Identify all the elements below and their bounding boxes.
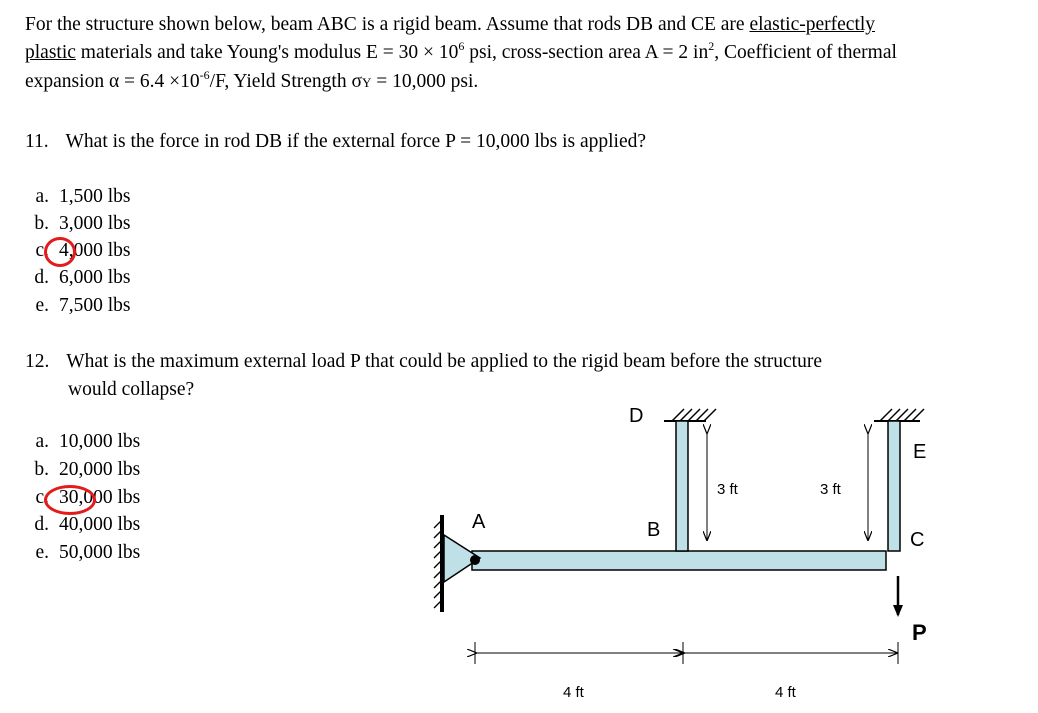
intro-text-1: For the structure shown below, beam ABC is a rigid beam. Assume that rods DB and CE are xyxy=(25,14,750,35)
intro-text-2a: materials and take Young's modulus E = 30 × 10 xyxy=(75,42,459,63)
pin-a xyxy=(470,555,480,565)
q12-option-c[interactable]: c. 30,000 lbs xyxy=(35,487,141,508)
label-c: C xyxy=(910,529,925,551)
plastic-link[interactable]: plastic xyxy=(25,42,76,63)
label-e: E xyxy=(913,441,927,463)
question-12-text-1: What is the maximum external load P that could be applied to the rigid beam before the structure xyxy=(66,351,822,372)
span-bc-label: 4 ft xyxy=(775,684,796,701)
question-12-number: 12. xyxy=(25,351,50,372)
intro-text-2b: psi, cross-section area A = 2 in xyxy=(464,42,709,63)
exp-2: 2 xyxy=(708,38,715,53)
question-12-text-2: would collapse? xyxy=(68,379,195,400)
rod-ce xyxy=(888,421,900,551)
intro-text-3b: /F, Yield Strength σ xyxy=(209,71,362,92)
rigid-beam-abc xyxy=(472,551,886,570)
intro-text-2c: , Coefficient of thermal xyxy=(714,42,897,63)
q12-option-a[interactable]: a. 10,000 lbs xyxy=(35,431,141,452)
label-b: B xyxy=(647,519,661,541)
wall-support-a xyxy=(434,515,442,612)
label-d: D xyxy=(629,405,644,427)
q11-option-b[interactable]: b. 3,000 lbs xyxy=(34,213,131,234)
question-11-number: 11. xyxy=(25,131,49,152)
intro-text-3c: = 10,000 psi. xyxy=(371,71,479,92)
q11-option-d[interactable]: d. 6,000 lbs xyxy=(34,267,131,288)
q12-option-b[interactable]: b. 20,000 lbs xyxy=(34,459,141,480)
label-a: A xyxy=(472,511,486,533)
q11-option-a[interactable]: a. 1,500 lbs xyxy=(35,186,131,207)
ceiling-support-d xyxy=(664,409,716,421)
sigma-subscript: Y xyxy=(361,75,372,90)
rod-db xyxy=(676,421,688,551)
rod-ce-length-label: 3 ft xyxy=(820,481,841,498)
q11-option-e[interactable]: e. 7,500 lbs xyxy=(35,295,131,316)
elastic-perfectly-link[interactable]: elastic-perfectly xyxy=(749,14,876,35)
exp-neg6: -6 xyxy=(199,67,210,82)
q11-option-c[interactable]: c. 4,000 lbs xyxy=(35,240,131,261)
intro-text-3a: expansion α = 6.4 ×10 xyxy=(25,71,200,92)
q12-option-d[interactable]: d. 40,000 lbs xyxy=(34,514,141,535)
span-dimensions xyxy=(475,642,898,664)
ceiling-support-e xyxy=(874,409,924,421)
rod-db-length-label: 3 ft xyxy=(717,481,738,498)
question-11-text: What is the force in rod DB if the external force P = 10,000 lbs is applied? xyxy=(65,131,647,152)
span-ab-label: 4 ft xyxy=(563,684,584,701)
label-p: P xyxy=(912,620,927,645)
exp-6: 6 xyxy=(458,38,465,53)
q12-option-e[interactable]: e. 50,000 lbs xyxy=(35,542,141,563)
